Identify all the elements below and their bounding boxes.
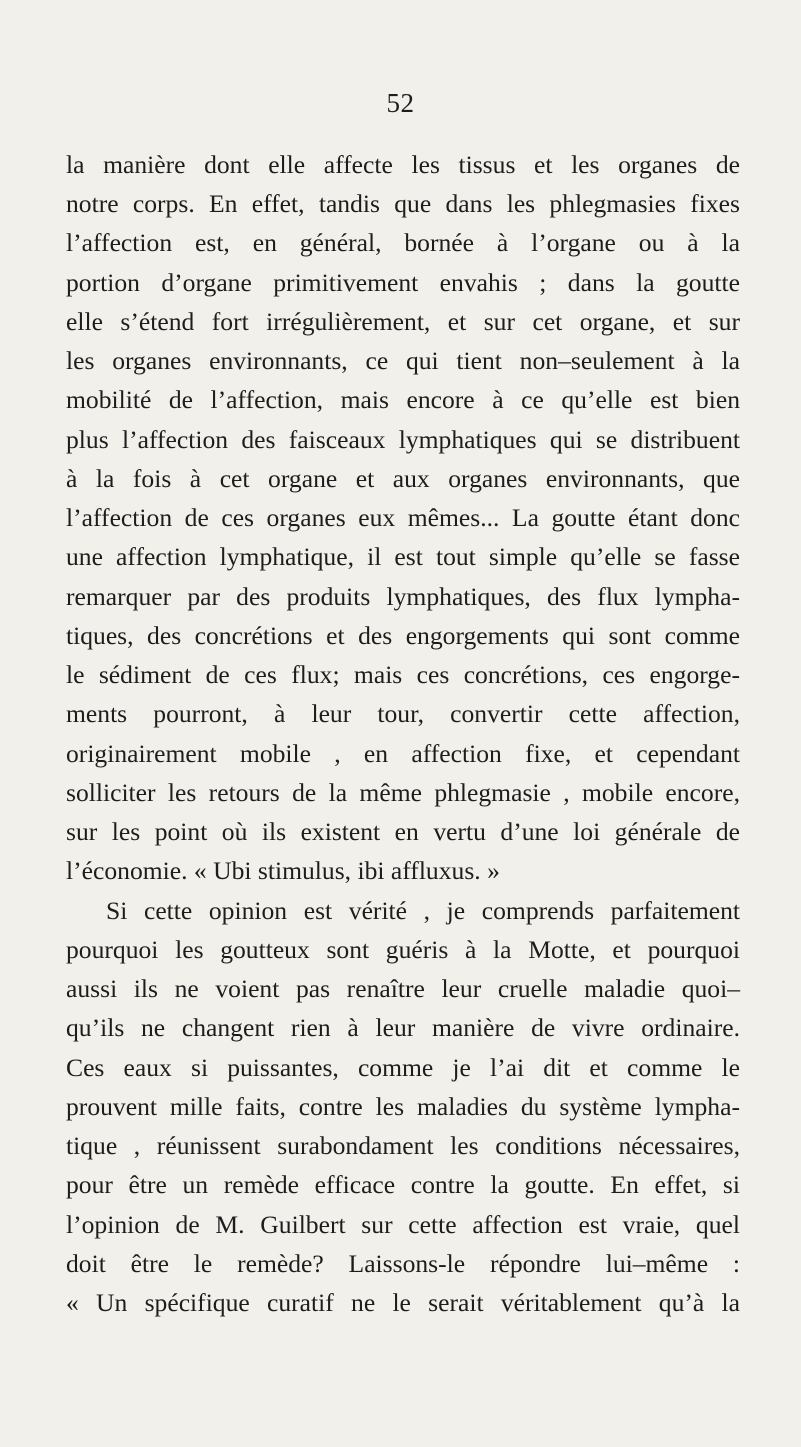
text-line: aussi ils ne voient pas renaître leur cruelle maladie quoi–: [66, 974, 740, 1003]
text-line: solliciter les retours de la même phlegmasie , mobile encore,: [66, 778, 740, 807]
text-line: originairement mobile , en affection fixe, et cependant: [66, 739, 740, 768]
text-line: portion d’organe primitivement envahis ; dans la goutte: [66, 268, 740, 297]
text-line: les organes environnants, ce qui tient non–seulement à la: [66, 346, 740, 375]
text-line: mobilité de l’affection, mais encore à ce qu’elle est bien: [66, 385, 740, 414]
text-line: ments pourront, à leur tour, convertir cette affection,: [66, 699, 740, 728]
text-line: la manière dont elle affecte les tissus et les organes de: [66, 150, 740, 179]
text-line: pour être un remède efficace contre la goutte. En effet, si: [66, 1170, 740, 1199]
text-line: l’affection de ces organes eux mêmes... La goutte étant donc: [66, 503, 740, 532]
text-line: tique , réunissent surabondament les conditions nécessaires,: [66, 1131, 740, 1160]
text-line: sur les point où ils existent en vertu d’une loi générale de: [66, 817, 740, 846]
text-line-paragraph-end: l’économie. « Ubi stimulus, ibi affluxus. »: [66, 856, 500, 885]
text-line: tiques, des concrétions et des engorgements qui sont comme: [66, 621, 740, 650]
text-line: « Un spécifique curatif ne le serait véritablement qu’à la: [66, 1288, 740, 1317]
text-line: à la fois à cet organe et aux organes environnants, que: [66, 464, 740, 493]
text-line: notre corps. En effet, tandis que dans les phlegmasies fixes: [66, 189, 740, 218]
text-line: elle s’étend fort irrégulièrement, et sur cet organe, et sur: [66, 307, 740, 336]
page-number: 52: [386, 88, 415, 118]
text-line: l’affection est, en général, bornée à l’organe ou à la: [66, 228, 740, 257]
text-line: Ces eaux si puissantes, comme je l’ai dit et comme le: [66, 1053, 740, 1082]
text-line: une affection lymphatique, il est tout simple qu’elle se fasse: [66, 542, 740, 571]
text-line: pourquoi les goutteux sont guéris à la Motte, et pourquoi: [66, 935, 740, 964]
text-line: qu’ils ne changent rien à leur manière de vivre ordinaire.: [66, 1013, 740, 1042]
text-line: doit être le remède? Laissons-le répondre lui–même :: [66, 1249, 740, 1278]
text-line: plus l’affection des faisceaux lymphatiques qui se distribuent: [66, 425, 740, 454]
text-line: remarquer par des produits lymphatiques, des flux lympha-: [66, 582, 740, 611]
text-line: l’opinion de M. Guilbert sur cette affection est vraie, quel: [66, 1210, 740, 1239]
text-line: prouvent mille faits, contre les maladies du système lympha-: [66, 1092, 740, 1121]
text-line-paragraph-start: Si cette opinion est vérité , je comprends parfaitement: [106, 896, 740, 925]
text-line: le sédiment de ces flux; mais ces concrétions, ces engorge-: [66, 660, 740, 689]
